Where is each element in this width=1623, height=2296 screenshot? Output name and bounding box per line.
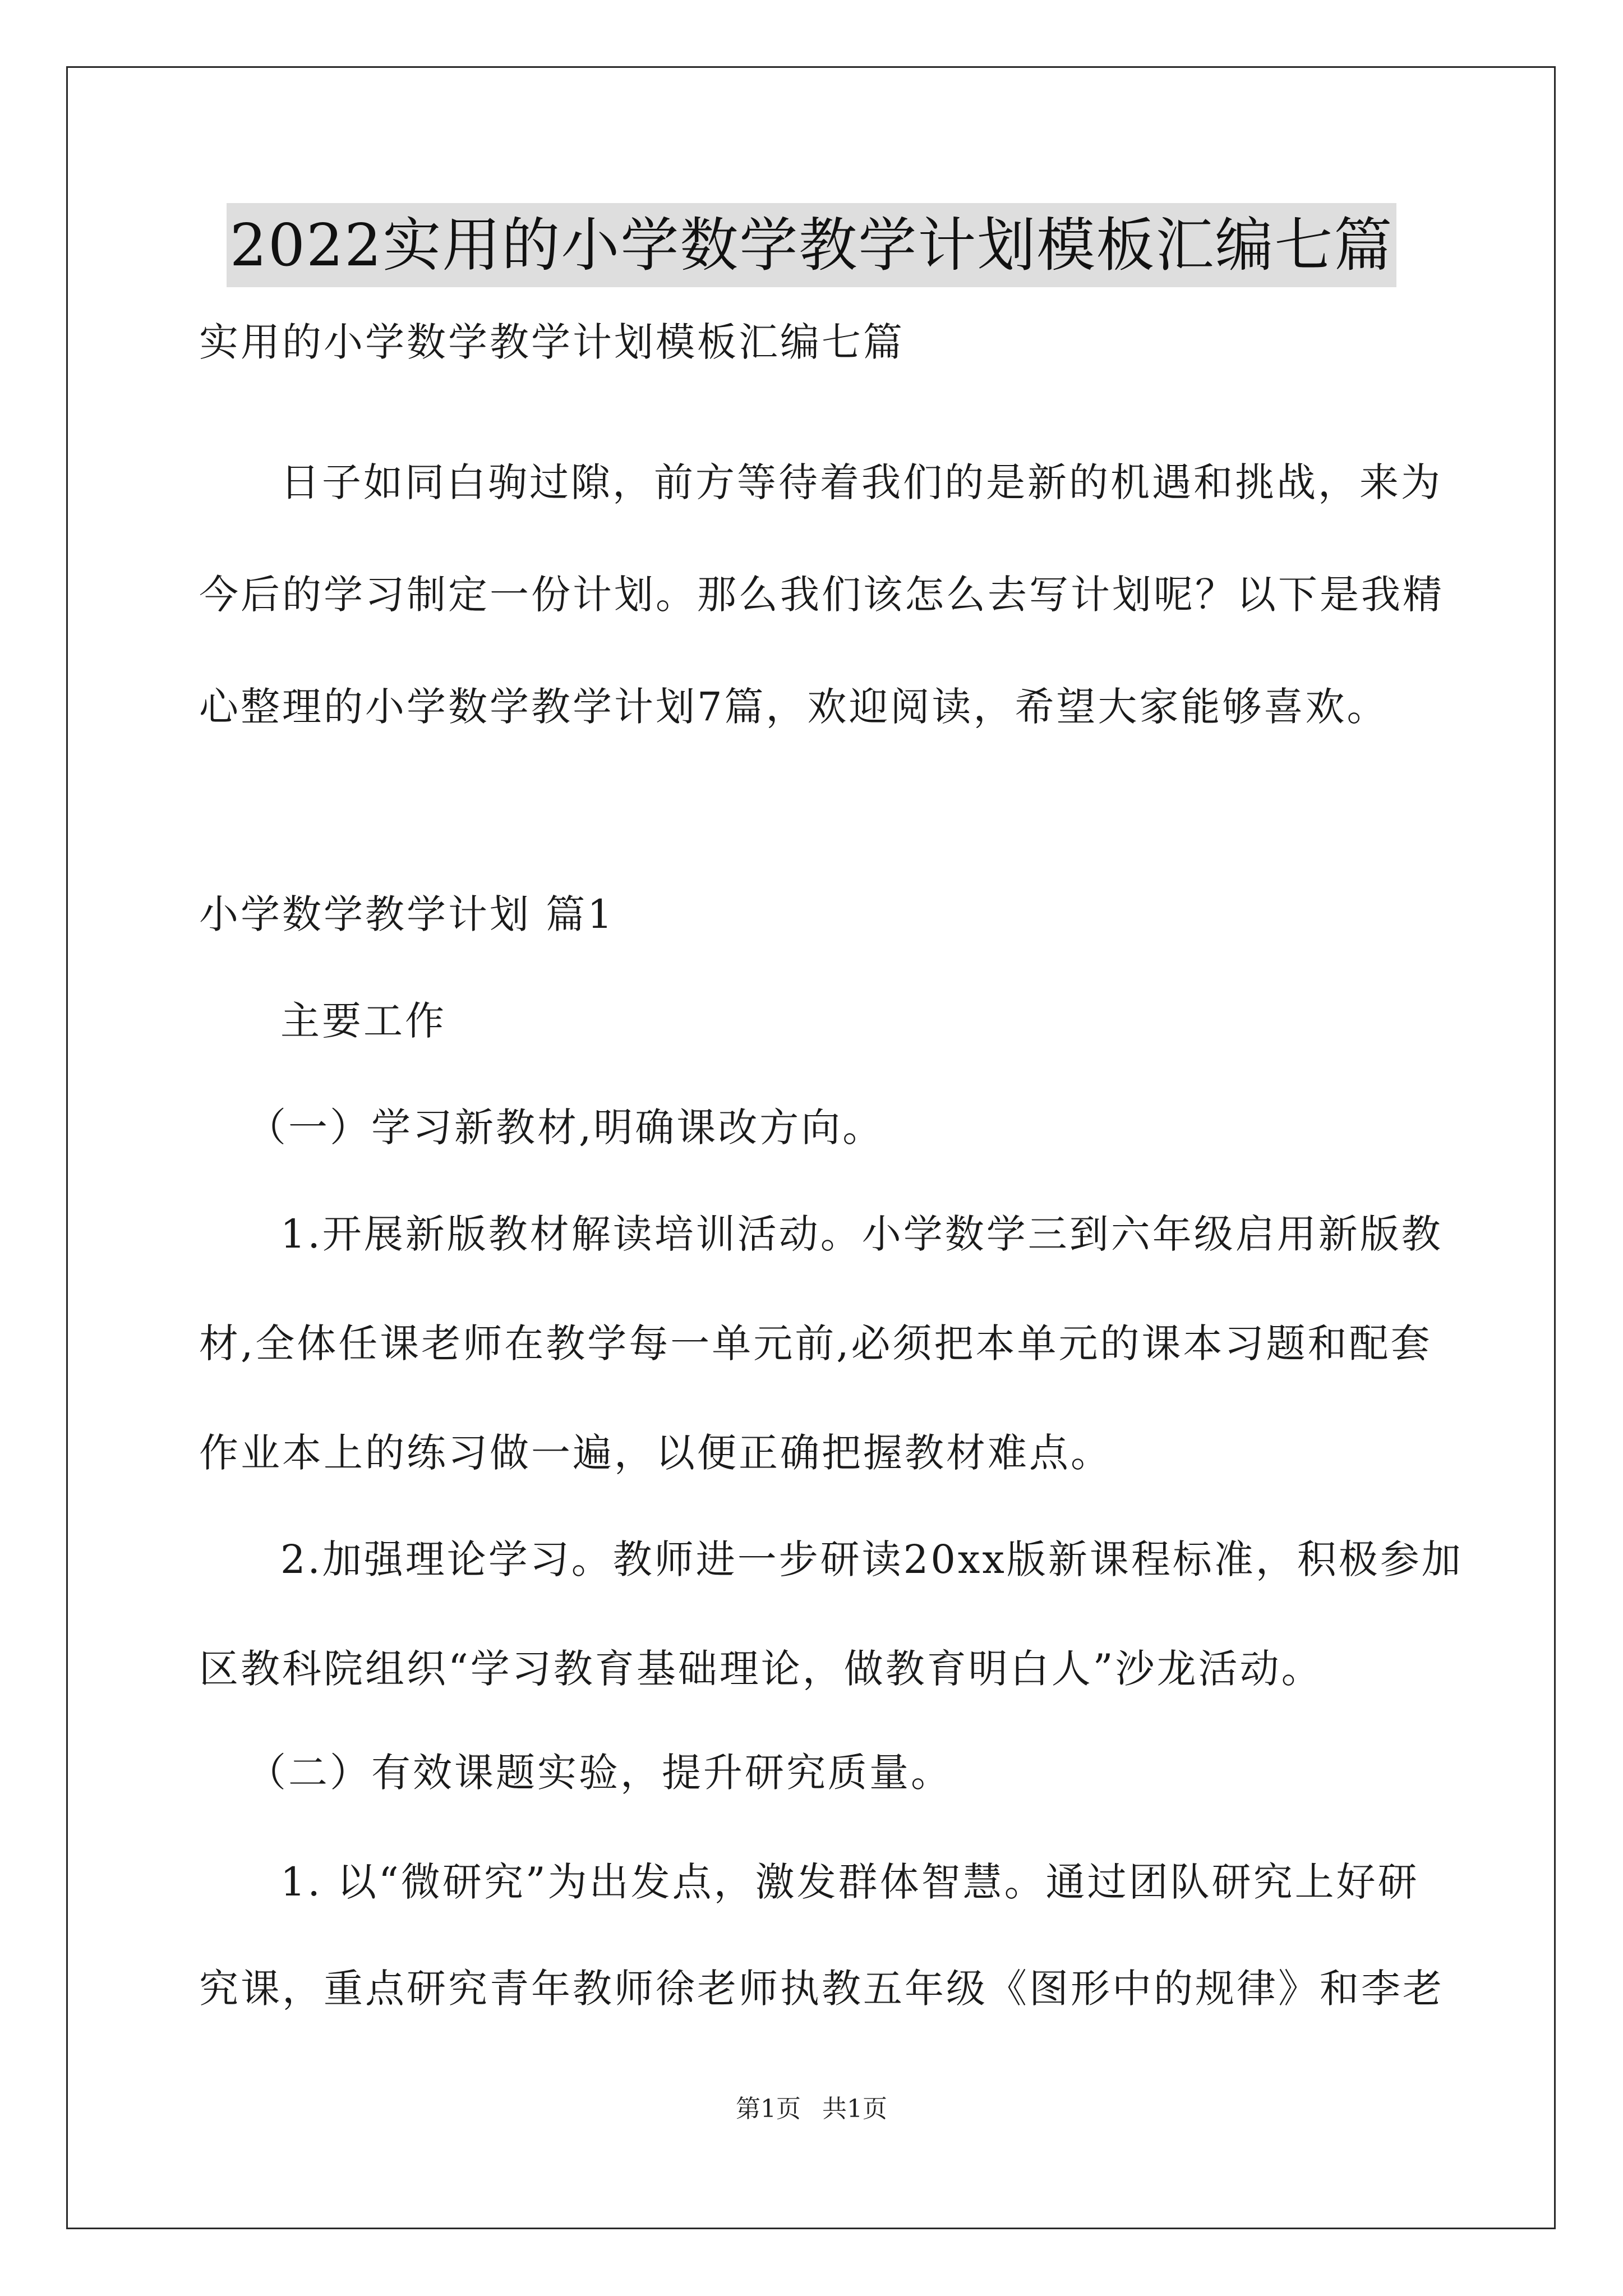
item2-line-2: 区教科院组织“学习教育基础理论，做教育明白人”沙龙活动。 bbox=[199, 1646, 1323, 1692]
document-subtitle: 实用的小学数学教学计划模板汇编七篇 bbox=[199, 319, 905, 365]
item1-line-3: 作业本上的练习做一遍，以便正确把握教材难点。 bbox=[199, 1430, 1112, 1476]
main-work-heading: 主要工作 bbox=[280, 998, 446, 1044]
title-container bbox=[0, 203, 1623, 287]
item2-line-1: 2.加强理论学习。教师进一步研读20xx版新课程标准，积极参加 bbox=[280, 1536, 1463, 1582]
item3-line-2: 究课，重点研究青年教师徐老师执教五年级《图形中的规律》和李老 bbox=[199, 1966, 1444, 2012]
section-heading: 小学数学教学计划 篇1 bbox=[199, 891, 615, 937]
item1-line-1: 1.开展新版教材解读培训活动。小学数学三到六年级启用新版教 bbox=[280, 1211, 1443, 1257]
document-title: 2022实用的小学数学教学计划模板汇编七篇 bbox=[227, 203, 1397, 287]
item1-line-2: 材,全体任课老师在教学每一单元前,必须把本单元的课本习题和配套 bbox=[199, 1320, 1432, 1366]
part1-heading: （一）学习新教材,明确课改方向。 bbox=[247, 1105, 884, 1151]
part2-heading: （二）有效课题实验，提升研究质量。 bbox=[247, 1750, 952, 1796]
item3-line-1: 1. 以“微研究”为出发点，激发群体智慧。通过团队研究上好研 bbox=[280, 1859, 1419, 1905]
intro-line-2: 今后的学习制定一份计划。那么我们该怎么去写计划呢？以下是我精 bbox=[199, 572, 1444, 618]
intro-line-3: 心整理的小学数学教学计划7篇，欢迎阅读，希望大家能够喜欢。 bbox=[199, 684, 1389, 730]
page-number-current: 第1页 bbox=[736, 2095, 801, 2123]
page-footer bbox=[0, 2092, 1623, 2126]
page-number-total: 共1页 bbox=[822, 2095, 887, 2123]
intro-line-1: 日子如同白驹过隙，前方等待着我们的是新的机遇和挑战，来为 bbox=[280, 459, 1442, 505]
